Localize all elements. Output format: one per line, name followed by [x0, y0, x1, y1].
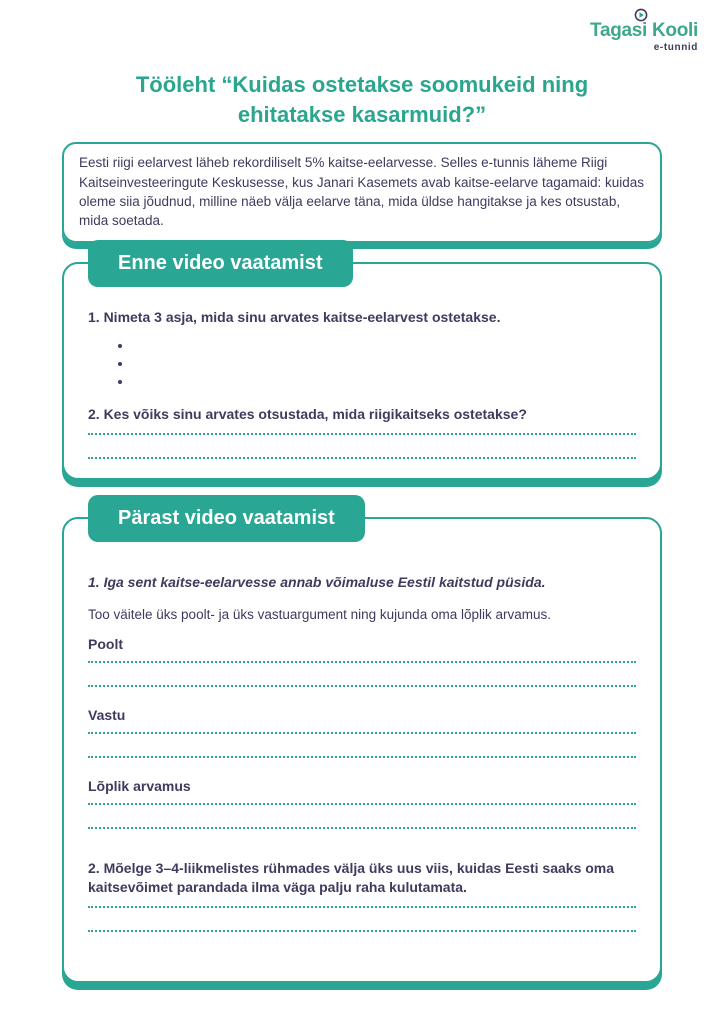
- label-final: Lõplik arvamus: [88, 777, 191, 794]
- statement-text: 1. Iga sent kaitse-eelarvesse annab võimaluse Eestil kaitstud püsida.: [88, 573, 546, 590]
- answer-line: [88, 734, 636, 758]
- play-circle-icon: [634, 8, 648, 22]
- bullet-item: [118, 373, 636, 391]
- logo-text: Tagasi Kooli: [590, 20, 698, 41]
- answer-line: [88, 424, 636, 435]
- question-1: 1. Nimeta 3 asja, mida sinu arvates kaitse-eelarvest ostetakse.: [88, 309, 501, 325]
- bullet-item: [118, 337, 636, 355]
- instruction-text: Too väitele üks poolt- ja üks vastuargument ning kujunda oma lõplik arvamus.: [88, 606, 551, 622]
- logo-subtitle: e-tunnid: [653, 42, 698, 53]
- tagasi-kooli-logo: [590, 20, 698, 53]
- answer-line: [88, 652, 636, 663]
- bullet-icon: [118, 380, 122, 384]
- answer-line: [88, 435, 636, 459]
- intro-text: Eesti riigi eelarvest läheb rekordiliselt 5% kaitse-eelarvesse. Selles e-tunnis läheme Riigi Kaitseinvesteeringute Keskusesse, kus Janari Kasemets avab kaitse-eelarve tagamaid: kuidas oleme siia jõudnud, milline näeb välja eelarve täna, mida üldse hangitakse ja kes otsustab, mida soetada.: [79, 155, 645, 228]
- logo-wordmark: [590, 20, 698, 42]
- answer-line: [88, 723, 636, 734]
- section-heading-badge: Pärast video vaatamist: [88, 495, 365, 542]
- section-heading-badge: Enne video vaatamist: [88, 240, 353, 287]
- answer-line: [88, 794, 636, 805]
- section-after-video: [62, 506, 662, 983]
- answer-line: [88, 805, 636, 829]
- label-con: Vastu: [88, 706, 126, 723]
- answer-line: [88, 908, 636, 932]
- answer-line: [88, 663, 636, 687]
- page-title: Tööleht “Kuidas ostetakse soomukeid ning ehitatakse kasarmuid?”: [135, 72, 589, 127]
- intro-card: [62, 142, 662, 243]
- bullet-item: [118, 355, 636, 373]
- answer-line: [88, 897, 636, 908]
- label-pro: Poolt: [88, 635, 123, 652]
- group-task-text: 2. Mõelge 3–4-liikmelistes rühmades välja üks uus viis, kuidas Eesti saaks oma kaitsevõimet parandada ilma väga palju raha kulutamata.: [88, 859, 615, 895]
- section-before-video: [62, 252, 662, 480]
- question-2: 2. Kes võiks sinu arvates otsustada, mida riigikaitseks ostetakse?: [88, 405, 527, 422]
- bullet-icon: [118, 344, 122, 348]
- bullet-icon: [118, 362, 122, 366]
- bullet-list: [118, 337, 636, 391]
